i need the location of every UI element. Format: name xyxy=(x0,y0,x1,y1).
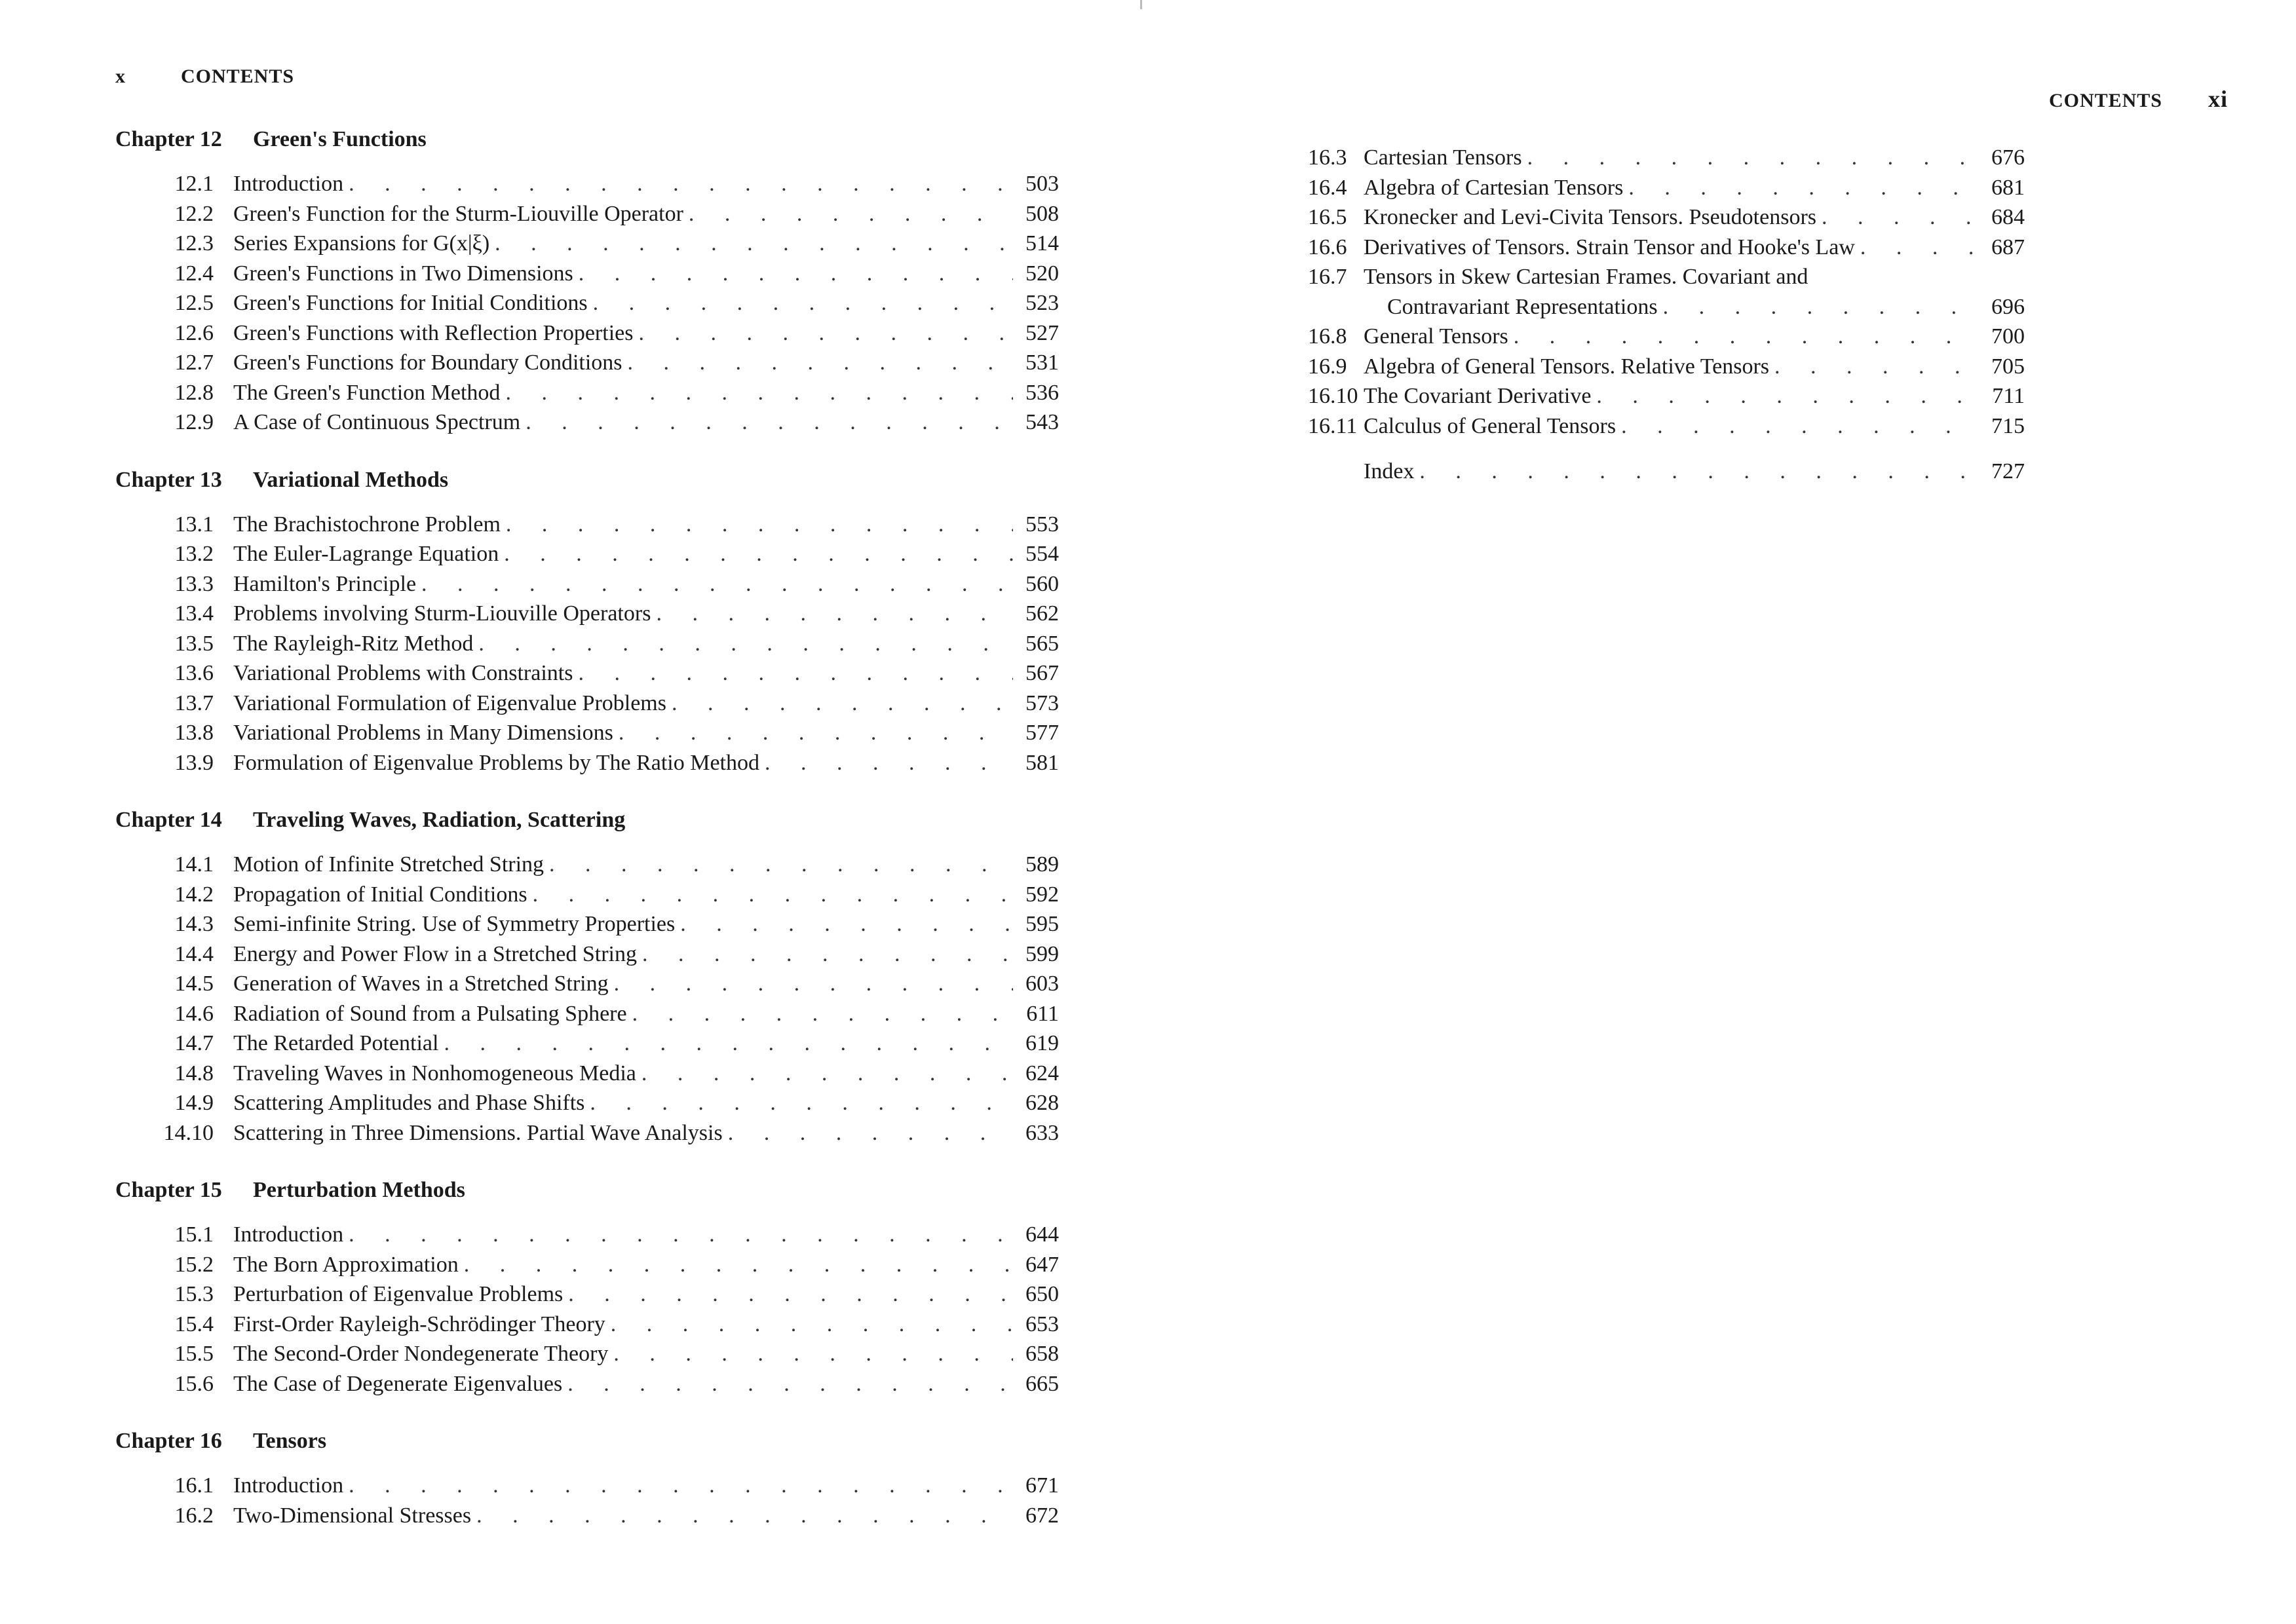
section-title: Generation of Waves in a Stretched String xyxy=(233,972,609,996)
right-running-head xyxy=(2049,85,2228,113)
toc-entry xyxy=(115,1118,1059,1148)
section-title: Perturbation of Eigenvalue Problems xyxy=(233,1282,564,1306)
leader-dots xyxy=(666,689,1013,719)
section-number: 14.1 xyxy=(174,852,214,877)
chapter-heading xyxy=(115,465,1059,495)
toc-entry xyxy=(115,348,1059,378)
page-number: 567 xyxy=(1025,661,1059,685)
left-toc xyxy=(115,124,1059,1530)
section-title: Problems involving Sturm-Liouville Operators xyxy=(233,601,651,626)
section-title: The Born Approximation xyxy=(233,1252,459,1277)
toc-entry xyxy=(115,169,1059,199)
right-folio: xi xyxy=(2208,86,2228,112)
leader-dots xyxy=(613,718,1013,748)
leader-dots xyxy=(605,1310,1013,1340)
leader-dots xyxy=(1414,457,1979,487)
section-number: 13.2 xyxy=(174,542,214,566)
leader-dots xyxy=(588,288,1013,318)
leader-dots xyxy=(573,259,1013,289)
toc-entry xyxy=(1308,173,2025,203)
toc-entry xyxy=(115,850,1059,880)
page-number: 696 xyxy=(1991,294,2025,319)
leader-dots xyxy=(573,658,1013,689)
page-number: 711 xyxy=(1992,384,2025,408)
section-number: 13.3 xyxy=(174,571,214,596)
leader-dots xyxy=(343,1220,1013,1250)
left-running-head xyxy=(115,66,294,88)
toc-entry xyxy=(1308,202,2025,233)
section-number: 14.6 xyxy=(174,1001,214,1026)
toc-entry xyxy=(115,629,1059,659)
section-number: 13.7 xyxy=(174,690,214,715)
section-number: 14.8 xyxy=(174,1061,214,1086)
section-number: 13.4 xyxy=(174,601,214,626)
section-number: 16.11 xyxy=(1308,413,1358,438)
chapter-heading-spacer xyxy=(115,835,1059,850)
chapter-heading xyxy=(115,124,1059,155)
section-number: 12.5 xyxy=(174,291,214,315)
section-title: The Covariant Derivative xyxy=(1364,384,1592,408)
page-number: 592 xyxy=(1025,882,1059,907)
toc-entry xyxy=(115,1501,1059,1531)
page-number: 633 xyxy=(1025,1120,1059,1145)
toc-entry xyxy=(115,407,1059,438)
section-title: Green's Functions with Reflection Properties xyxy=(233,320,634,345)
toc-entry xyxy=(115,1250,1059,1280)
chapter-heading xyxy=(115,1426,1059,1456)
leader-dots xyxy=(1508,322,1979,352)
page-number: 508 xyxy=(1025,201,1059,226)
section-title: Series Expansions for G(x|ξ) xyxy=(233,231,490,255)
chapter-heading-spacer xyxy=(115,1456,1059,1471)
toc-entry xyxy=(115,689,1059,719)
section-number: 12.1 xyxy=(174,172,214,196)
section-number: 16.3 xyxy=(1308,145,1347,170)
section-number: 15.3 xyxy=(174,1282,214,1306)
page-number: 503 xyxy=(1025,172,1059,196)
section-number: 15.5 xyxy=(174,1342,214,1366)
section-number: 14.4 xyxy=(174,941,214,966)
section-title: Motion of Infinite Stretched String xyxy=(233,852,545,877)
toc-entry xyxy=(115,658,1059,689)
leader-dots xyxy=(562,1369,1013,1399)
section-number: 16.1 xyxy=(174,1473,214,1498)
toc-entry xyxy=(115,599,1059,629)
toc-entry xyxy=(115,229,1059,259)
section-number: 14.3 xyxy=(174,912,214,936)
section-title: Cartesian Tensors xyxy=(1364,145,1522,170)
chapter-label: Chapter 13 xyxy=(115,467,222,492)
chapter-spacer xyxy=(115,1399,1059,1426)
page-number: 653 xyxy=(1025,1312,1059,1336)
section-number: 12.3 xyxy=(174,231,214,255)
leader-dots xyxy=(501,510,1013,540)
page-number: 650 xyxy=(1025,1282,1059,1306)
leader-dots xyxy=(471,1501,1013,1531)
toc-entry xyxy=(1308,233,2025,263)
section-title: Variational Formulation of Eigenvalue Problems xyxy=(233,690,666,715)
page-number: 520 xyxy=(1025,261,1059,286)
page-number: 700 xyxy=(1991,324,2025,349)
chapter-label: Chapter 14 xyxy=(115,808,222,832)
page-number: 603 xyxy=(1025,972,1059,996)
leader-dots xyxy=(723,1118,1013,1148)
toc-entry xyxy=(1308,381,2025,411)
page-number: 684 xyxy=(1991,205,2025,229)
toc-entry xyxy=(115,1059,1059,1089)
chapter-title: Tensors xyxy=(253,1429,327,1453)
chapter-spacer xyxy=(115,438,1059,465)
leader-dots xyxy=(651,599,1013,629)
section-title: The Green's Function Method xyxy=(233,380,501,405)
toc-entry xyxy=(115,1220,1059,1250)
chapter-heading xyxy=(115,805,1059,835)
page-number: 573 xyxy=(1025,690,1059,715)
leader-dots xyxy=(343,1471,1013,1501)
chapter-title: Green's Functions xyxy=(253,127,427,151)
leader-dots xyxy=(1816,202,1979,233)
page-number: 595 xyxy=(1025,912,1059,936)
leader-dots xyxy=(633,318,1013,349)
chapter-label: Chapter 15 xyxy=(115,1178,222,1202)
section-number: 12.6 xyxy=(174,320,214,345)
section-title: Scattering Amplitudes and Phase Shifts xyxy=(233,1091,585,1115)
section-title: The Second-Order Nondegenerate Theory xyxy=(233,1342,609,1366)
leader-dots xyxy=(1616,411,1979,442)
leader-dots xyxy=(609,969,1013,999)
leader-dots xyxy=(622,348,1013,378)
index-spacer xyxy=(1308,441,2025,457)
page-number: 672 xyxy=(1025,1503,1059,1528)
section-title: Introduction xyxy=(233,172,344,196)
section-title: The Case of Degenerate Eigenvalues xyxy=(233,1371,563,1396)
right-running-head-title: CONTENTS xyxy=(2048,90,2162,111)
section-title: Formulation of Eigenvalue Problems by The Ratio Method xyxy=(233,750,759,775)
toc-entry xyxy=(115,288,1059,318)
page-number: 676 xyxy=(1991,145,2025,170)
index-title: Index xyxy=(1364,459,1415,483)
section-title: First-Order Rayleigh-Schrödinger Theory xyxy=(233,1312,605,1336)
section-number: 14.2 xyxy=(174,882,214,907)
page-number: 543 xyxy=(1025,410,1059,434)
leader-dots xyxy=(1591,381,1979,411)
section-title: Algebra of Cartesian Tensors xyxy=(1364,175,1624,200)
section-title: Tensors in Skew Cartesian Frames. Covariant and xyxy=(1364,265,1808,289)
page-number: 589 xyxy=(1025,852,1059,877)
leader-dots xyxy=(527,880,1013,910)
section-title: General Tensors xyxy=(1364,324,1508,349)
leader-dots xyxy=(1522,143,1979,173)
section-title: Hamilton's Principle xyxy=(233,571,417,596)
section-number: 13.6 xyxy=(174,661,214,685)
toc-entry xyxy=(115,969,1059,999)
section-number: 12.8 xyxy=(174,380,214,405)
right-page xyxy=(1148,0,2296,1624)
page-number: 658 xyxy=(1025,1342,1059,1366)
section-title: Radiation of Sound from a Pulsating Sphere xyxy=(233,1001,627,1026)
chapter-heading xyxy=(115,1175,1059,1205)
toc-entry xyxy=(115,1088,1059,1118)
section-number: 16.2 xyxy=(174,1503,214,1528)
page-number: 624 xyxy=(1025,1061,1059,1086)
section-number: 16.5 xyxy=(1308,205,1347,229)
section-number: 12.4 xyxy=(174,261,214,286)
section-title: Algebra of General Tensors. Relative Tensors xyxy=(1364,354,1770,379)
page-number: 644 xyxy=(1025,1222,1059,1247)
toc-entry xyxy=(115,880,1059,910)
section-title: Variational Problems in Many Dimensions xyxy=(233,721,613,745)
toc-entry xyxy=(115,1279,1059,1310)
leader-dots xyxy=(1855,233,1979,263)
toc-entry xyxy=(115,999,1059,1029)
page-number: 536 xyxy=(1025,380,1059,405)
index-page-number: 727 xyxy=(1991,459,2025,483)
section-title: The Retarded Potential xyxy=(233,1031,439,1055)
chapter-title: Traveling Waves, Radiation, Scattering xyxy=(253,808,626,832)
page-number: 665 xyxy=(1025,1371,1059,1396)
leader-dots xyxy=(473,629,1013,659)
section-number: 15.1 xyxy=(174,1222,214,1247)
toc-entry xyxy=(115,378,1059,408)
leader-dots xyxy=(636,1059,1013,1089)
page-number: 565 xyxy=(1025,631,1059,656)
section-title: Derivatives of Tensors. Strain Tensor and Hooke's Law xyxy=(1364,235,1855,259)
toc-entry xyxy=(1308,322,2025,352)
leader-dots xyxy=(627,999,1013,1029)
leader-dots xyxy=(759,748,1013,778)
leader-dots xyxy=(499,539,1013,569)
section-title: The Euler-Lagrange Equation xyxy=(233,542,499,566)
page-number: 628 xyxy=(1025,1091,1059,1115)
right-toc xyxy=(1308,143,2025,487)
leader-dots xyxy=(416,569,1013,599)
page-number: 611 xyxy=(1026,1001,1059,1026)
chapter-spacer xyxy=(115,778,1059,805)
section-number: 16.4 xyxy=(1308,175,1347,200)
section-number: 16.7 xyxy=(1308,265,1347,289)
leader-dots xyxy=(608,1339,1013,1369)
page-number: 523 xyxy=(1025,291,1059,315)
section-title: Green's Functions for Initial Conditions xyxy=(233,291,588,315)
chapter-title: Perturbation Methods xyxy=(253,1178,465,1202)
leader-dots xyxy=(637,939,1013,970)
page-number: 560 xyxy=(1025,571,1059,596)
section-title: Two-Dimensional Stresses xyxy=(233,1503,472,1528)
leader-dots xyxy=(343,169,1013,199)
chapter-label: Chapter 12 xyxy=(115,127,222,151)
toc-entry xyxy=(115,539,1059,569)
toc-entry xyxy=(115,939,1059,970)
page-number: 553 xyxy=(1025,512,1059,537)
toc-entry xyxy=(115,1471,1059,1501)
section-title: The Brachistochrone Problem xyxy=(233,512,501,537)
toc-entry-first-line xyxy=(1308,262,2025,292)
section-title: Variational Problems with Constraints xyxy=(233,661,573,685)
section-number: 15.2 xyxy=(174,1252,214,1277)
leader-dots xyxy=(544,850,1013,880)
section-number: 14.10 xyxy=(163,1120,214,1145)
toc-entry xyxy=(115,510,1059,540)
left-folio: x xyxy=(115,66,126,87)
page-number: 647 xyxy=(1025,1252,1059,1277)
section-number: 13.8 xyxy=(174,721,214,745)
section-title: Semi-infinite String. Use of Symmetry Properties xyxy=(233,912,676,936)
toc-entry xyxy=(115,1339,1059,1369)
toc-entry xyxy=(1308,143,2025,173)
section-number: 14.7 xyxy=(174,1031,214,1055)
section-number: 14.5 xyxy=(174,972,214,996)
section-title: The Rayleigh-Ritz Method xyxy=(233,631,474,656)
section-number: 12.7 xyxy=(174,350,214,375)
page-number: 619 xyxy=(1025,1031,1059,1055)
section-title: Green's Functions in Two Dimensions xyxy=(233,261,573,286)
section-title: Scattering in Three Dimensions. Partial Wave Analysis xyxy=(233,1120,723,1145)
page-number: 554 xyxy=(1025,542,1059,566)
chapter-heading-spacer xyxy=(115,1205,1059,1220)
page-number: 577 xyxy=(1025,721,1059,745)
section-number: 16.9 xyxy=(1308,354,1347,379)
section-title: Energy and Power Flow in a Stretched String xyxy=(233,941,638,966)
page-number: 687 xyxy=(1991,235,2025,259)
page-number: 562 xyxy=(1025,601,1059,626)
leader-dots xyxy=(1658,292,1979,322)
chapter-label: Chapter 16 xyxy=(115,1429,222,1453)
chapter-title: Variational Methods xyxy=(253,467,449,492)
section-title: Green's Function for the Sturm-Liouville Operator xyxy=(233,201,683,226)
page-number: 671 xyxy=(1025,1473,1059,1498)
toc-entry xyxy=(115,199,1059,229)
leader-dots xyxy=(563,1279,1013,1310)
section-title: Propagation of Initial Conditions xyxy=(233,882,527,907)
leader-dots xyxy=(584,1088,1013,1118)
leader-dots xyxy=(500,378,1013,408)
toc-entry xyxy=(1308,411,2025,442)
section-title: Kronecker and Levi-Civita Tensors. Pseudotensors xyxy=(1364,205,1817,229)
page-number: 681 xyxy=(1991,175,2025,200)
section-title: Introduction xyxy=(233,1222,344,1247)
section-number: 14.9 xyxy=(174,1091,214,1115)
section-number: 16.10 xyxy=(1308,384,1358,408)
toc-entry xyxy=(115,748,1059,778)
toc-entry xyxy=(115,909,1059,939)
leader-dots xyxy=(1769,352,1979,382)
index-entry xyxy=(1308,457,2025,487)
section-number: 15.4 xyxy=(174,1312,214,1336)
toc-entry xyxy=(115,1310,1059,1340)
section-number: 16.6 xyxy=(1308,235,1347,259)
section-title-continuation: Contravariant Representations xyxy=(1387,294,1658,319)
toc-entry xyxy=(115,569,1059,599)
leader-dots xyxy=(489,229,1013,259)
page-number: 531 xyxy=(1025,350,1059,375)
section-title: Calculus of General Tensors xyxy=(1364,413,1617,438)
leader-dots xyxy=(459,1250,1013,1280)
section-title: Green's Functions for Boundary Conditions xyxy=(233,350,622,375)
leader-dots xyxy=(683,199,1013,229)
toc-entry xyxy=(115,259,1059,289)
toc-entry-continuation xyxy=(1308,292,2025,322)
section-title: Traveling Waves in Nonhomogeneous Media xyxy=(233,1061,636,1086)
chapter-spacer xyxy=(115,1148,1059,1175)
section-number: 15.6 xyxy=(174,1371,214,1396)
chapter-heading-spacer xyxy=(115,155,1059,169)
section-title: Introduction xyxy=(233,1473,344,1498)
section-number: 12.9 xyxy=(174,410,214,434)
toc-entry xyxy=(115,1029,1059,1059)
leader-dots xyxy=(1623,173,1979,203)
section-title: A Case of Continuous Spectrum xyxy=(233,410,521,434)
page-number: 705 xyxy=(1991,354,2025,379)
chapter-heading-spacer xyxy=(115,495,1059,510)
section-number: 13.5 xyxy=(174,631,214,656)
section-number: 16.8 xyxy=(1308,324,1347,349)
page-number: 527 xyxy=(1025,320,1059,345)
page-number: 715 xyxy=(1991,413,2025,438)
toc-entry xyxy=(115,318,1059,349)
page-gutter xyxy=(1140,0,1142,9)
left-running-head-title: CONTENTS xyxy=(181,66,295,87)
toc-entry xyxy=(1308,352,2025,382)
toc-entry xyxy=(115,718,1059,748)
page-number: 581 xyxy=(1025,750,1059,775)
page-number: 514 xyxy=(1025,231,1059,255)
section-number: 12.2 xyxy=(174,201,214,226)
leader-dots xyxy=(438,1029,1013,1059)
leader-dots xyxy=(520,407,1013,438)
leader-dots xyxy=(675,909,1013,939)
section-number: 13.9 xyxy=(174,750,214,775)
toc-entry xyxy=(115,1369,1059,1399)
page-number: 599 xyxy=(1025,941,1059,966)
section-number: 13.1 xyxy=(174,512,214,537)
